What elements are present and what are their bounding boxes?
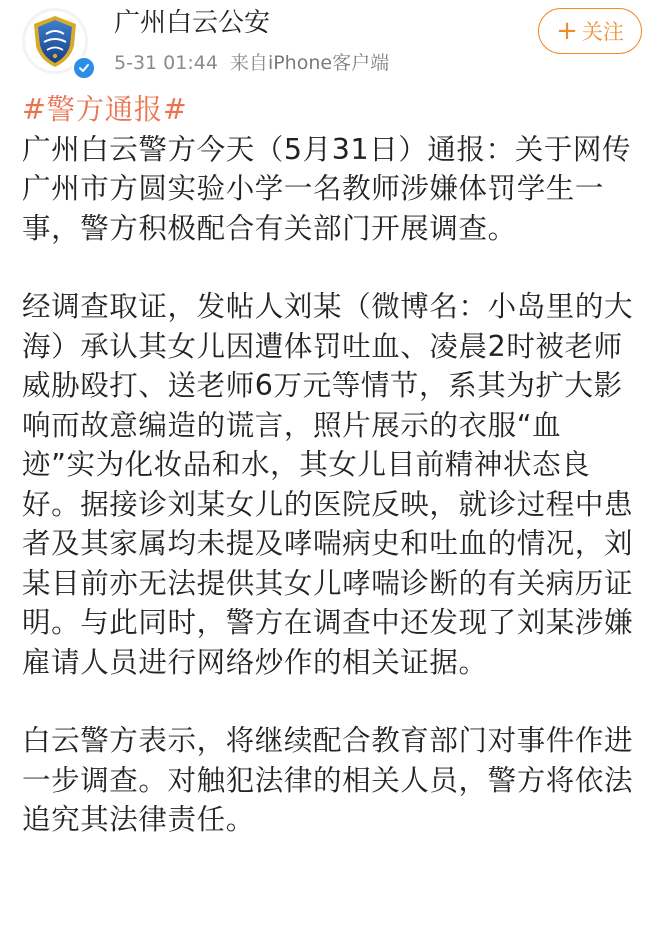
post-body [22,90,634,840]
verified-check-icon [72,56,96,80]
post-header [0,0,650,90]
follow-button[interactable] [538,8,642,54]
post-time: 5-31 01:44 [114,52,218,74]
plus-icon: + [556,16,578,46]
paragraph-spacer [22,248,634,287]
post-meta [114,50,389,76]
post-paragraph-1: 广州白云警方今天（5月31日）通报：关于网传广州市方圆实验小学一名教师涉嫌体罚学生一事，警方积极配合有关部门开展调查。 [22,132,632,245]
hashtag-link[interactable]: #警方通报# [22,93,188,126]
post-paragraph-2: 经调查取证，发帖人刘某（微博名：小岛里的大海）承认其女儿因遭体罚吐血、凌晨2时被老师威胁殴打、送老师6万元等情节，系其为扩大影响而故意编造的谎言，照片展示的衣服“血迹”实为化妆品和水，其女儿目前精神状态良好。据接诊刘某女儿的医院反映，就诊过程中患者及其家属均未提及哮喘病史和吐血的情况，刘某目前亦无法提供其女儿哮喘诊断的有关病历证明。与此同时，警方在调查中还发现了刘某涉嫌雇请人员进行网络炒作的相关证据。 [22,290,634,679]
paragraph-spacer [22,682,634,721]
source-client[interactable]: iPhone客户端 [267,52,390,74]
post-paragraph-3: 白云警方表示，将继续配合教育部门对事件作进一步调查。对触犯法律的相关人员，警方将依法追究其法律责任。 [22,724,634,836]
follow-label: 关注 [581,20,624,44]
account-name[interactable]: 广州白云公安 [114,8,271,38]
source-prefix: 来自 [229,52,268,74]
